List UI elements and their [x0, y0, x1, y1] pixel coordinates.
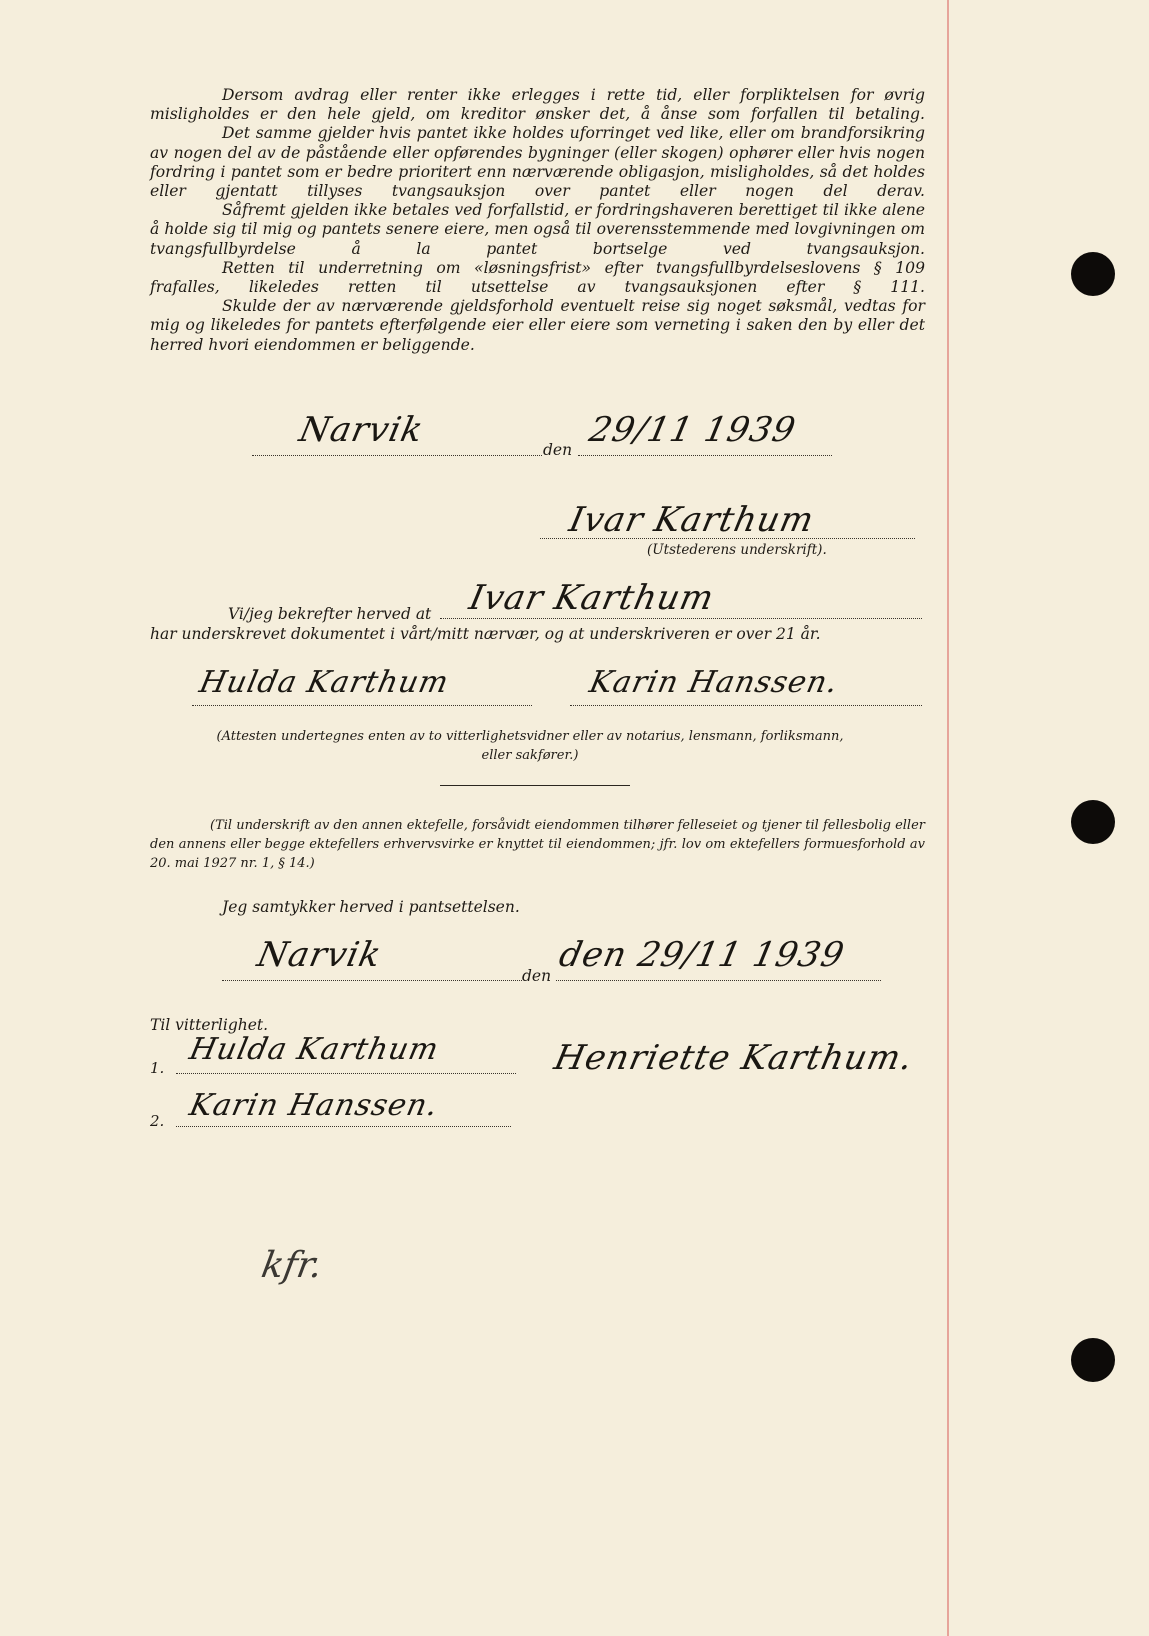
- margin-red-line: [947, 0, 949, 1636]
- punch-hole-bottom: [1071, 1338, 1115, 1382]
- place-signature-1: Narvik: [295, 410, 428, 450]
- paragraph-maintenance: Det samme gjelder hvis pantet ikke holdes uforringet ved like, eller om brandforsikring av nogen del av de påstående eller opførendes bygninger (eller skogen) ophører eller hvis nogen fordring i pantet som er bedre prioritert enn nærværende obligasjon, misligholdes, så det holdes eller gjentatt tillyses tvangsauksjon over pantet eller nogen del derav.: [150, 124, 925, 201]
- punch-hole-middle: [1071, 800, 1115, 844]
- spouse-note: (Til underskrift av den annen ektefelle, forsåvidt eiendommen tilhører felleseiet og tjener til fellesbolig eller den annens eller begge ektefellers erhvervsvirke er knyttet til eiendommen; jfr. lov om ektefellers formuesforhold av 20. mai 1927 nr. 1, § 14.): [150, 818, 925, 871]
- place-line-1: [252, 455, 542, 456]
- witness1-line: [192, 705, 532, 706]
- den-label-2: den: [522, 967, 552, 985]
- separator-rule: [440, 785, 630, 786]
- paragraph-notice: Retten til underretning om «løsningsfrist» efter tvangsfullbyrdelseslovens § 109 frafalles, likeledes retten til utsettelse av tvangsauksjonen efter § 111.: [150, 258, 925, 297]
- date-line-2: [556, 980, 881, 981]
- date-signature-1: 29/11 1939: [585, 410, 800, 450]
- witness2-line: [570, 705, 922, 706]
- consent-text: Jeg samtykker herved i pantsettelsen.: [222, 898, 520, 916]
- witness-section-sig-1: Hulda Karthum: [186, 1032, 443, 1067]
- paragraph-default: Dersom avdrag eller renter ikke erlegges i rette tid, eller forpliktelsen for øvrig misligholdes er den hele gjeld, om kreditor ønsker det, å ånse som forfallen til betaling.: [150, 86, 925, 124]
- witness-line-2: [176, 1126, 511, 1127]
- terms-text: [150, 86, 925, 355]
- date-line-1: [578, 455, 832, 456]
- confirm-prefix: Vi/jeg bekrefter herved at: [228, 605, 432, 623]
- witness-number-1: 1.: [150, 1059, 165, 1077]
- witness-section-sig-2: Karin Hanssen.: [186, 1088, 442, 1123]
- den-label-1: den: [543, 441, 573, 459]
- witness2-signature: Karin Hanssen.: [586, 665, 842, 700]
- issuer-line: [540, 538, 915, 539]
- place-line-2: [222, 980, 522, 981]
- witness1-signature: Hulda Karthum: [196, 665, 453, 700]
- place-signature-2: Narvik: [253, 935, 386, 975]
- confirm-name-line: [440, 618, 922, 619]
- spouse-signature: Henriette Karthum.: [550, 1038, 917, 1078]
- attest-note: (Attesten undertegnes enten av to vitterlighetsvidner eller av notarius, lensmann, forliksmann, eller sakfører.): [216, 729, 844, 763]
- witness-number-2: 2.: [150, 1112, 165, 1130]
- issuer-caption: (Utstederens underskrift).: [647, 542, 827, 558]
- witness-title: Til vitterlighet.: [150, 1016, 269, 1034]
- paragraph-due: Såfremt gjelden ikke betales ved forfallstid, er fordringshaveren berettiget til ikke alene å holde sig til mig og pantets senere eiere, men også til overensstemmende med lovgivningen om tvangsfullbyrdelse å la pantet bortselge ved tvangsauksjon.: [150, 201, 925, 258]
- date-signature-2: den 29/11 1939: [555, 935, 849, 975]
- issuer-signature: Ivar Karthum: [565, 500, 818, 540]
- paragraph-venue: Skulde der av nærværende gjeldsforhold eventuelt reise sig noget søksmål, vedtas for mig og likeledes for pantets efterfølgende eier eller eiere som verneting i saken den by eller det herred hvori eiendommen er beliggende.: [150, 297, 925, 354]
- confirm-line2: har underskrevet dokumentet i vårt/mitt nærvær, og at underskriveren er over 21 år.: [150, 625, 821, 643]
- confirm-name-signature: Ivar Karthum: [465, 578, 718, 618]
- punch-hole-top: [1071, 252, 1115, 296]
- pencil-mark: kfr.: [258, 1245, 326, 1286]
- witness-line-1: [176, 1073, 516, 1074]
